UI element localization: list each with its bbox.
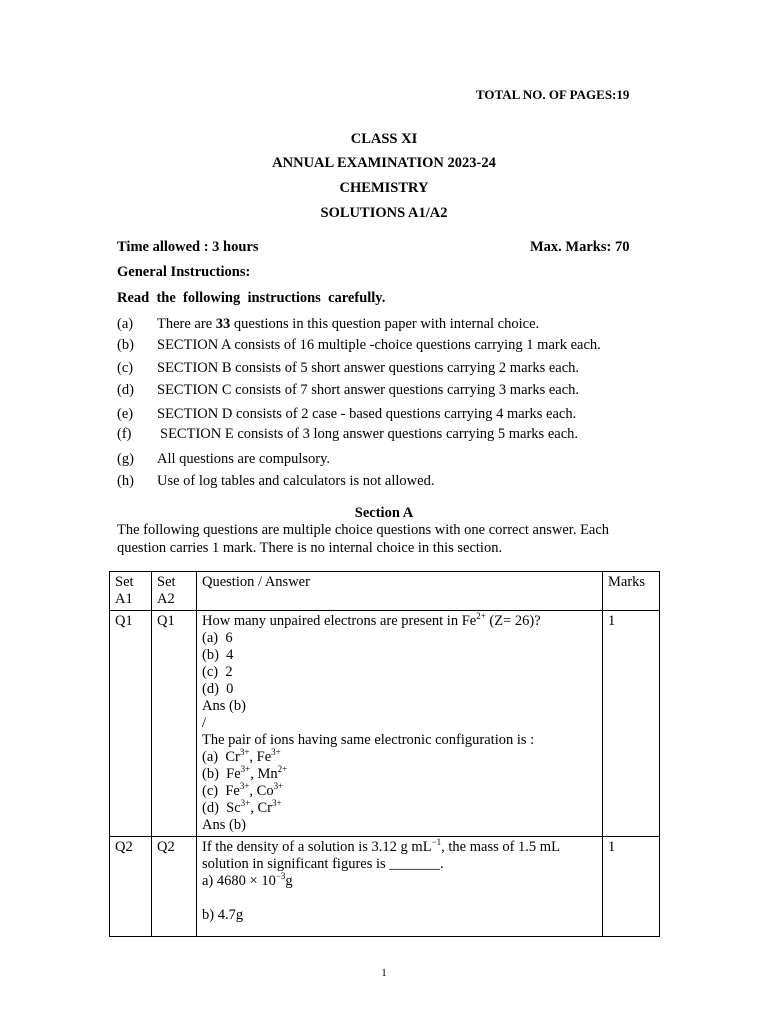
option-label: (c) bbox=[202, 783, 226, 799]
unit-exponent: −1 bbox=[431, 837, 442, 847]
option: (a) 6 bbox=[202, 630, 233, 646]
option: (d) 0 bbox=[202, 681, 234, 697]
header-set-a1: Set A1 bbox=[110, 572, 152, 611]
ion: Fe bbox=[226, 766, 241, 782]
header-set-a2: Set A2 bbox=[152, 572, 197, 611]
question-text-post: (Z= 26)? bbox=[485, 613, 541, 629]
charge-sup: 3+ bbox=[272, 798, 282, 808]
instruction-letter: (b) bbox=[117, 337, 134, 353]
instruction-letter: (e) bbox=[117, 406, 134, 422]
cell-set-a2: Q2 bbox=[152, 837, 197, 937]
instruction-text: SECTION C consists of 7 short answer questions carrying 3 marks each. bbox=[157, 382, 580, 398]
section-a-title: Section A bbox=[354, 505, 414, 521]
max-marks: Max. Marks: 70 bbox=[530, 239, 630, 255]
charge-sup: 3+ bbox=[271, 747, 281, 757]
section-a-intro-line1: The following questions are multiple choice questions with one correct answer. Each bbox=[117, 522, 610, 538]
cell-marks: 1 bbox=[603, 837, 660, 937]
instruction-letter: (f) bbox=[117, 426, 132, 442]
instruction-text bbox=[157, 316, 539, 333]
option: (c) 2 bbox=[202, 664, 233, 680]
option-unit: g bbox=[285, 873, 293, 889]
cell-marks: 1 bbox=[603, 611, 660, 837]
instruction-letter: (a) bbox=[117, 316, 134, 332]
ion-separator: , bbox=[249, 783, 257, 799]
ion: Fe bbox=[225, 783, 240, 799]
cell-question-answer bbox=[197, 837, 603, 937]
instruction-text: SECTION A consists of 16 multiple -choice questions carrying 1 mark each. bbox=[157, 337, 601, 353]
header-marks: Marks bbox=[603, 572, 660, 611]
cell-set-a2: Q1 bbox=[152, 611, 197, 837]
blank-line bbox=[202, 890, 597, 907]
instruction-letter: (h) bbox=[117, 473, 134, 489]
ion-separator: , bbox=[249, 749, 257, 765]
charge-sup: 3+ bbox=[240, 798, 251, 808]
total-pages: TOTAL NO. OF PAGES:19 bbox=[476, 87, 630, 102]
instructions-read: Read the following instructions carefully. bbox=[117, 290, 386, 306]
table-row bbox=[110, 611, 660, 837]
option-label: (d) bbox=[202, 800, 227, 816]
charge-sup: 2+ bbox=[476, 611, 486, 621]
subject-title: CHEMISTRY bbox=[339, 180, 429, 196]
ion: Sc bbox=[226, 800, 241, 816]
answer: Ans (b) bbox=[202, 817, 246, 833]
ion: Cr bbox=[225, 749, 240, 765]
or-separator: / bbox=[202, 715, 207, 731]
table-row bbox=[110, 837, 660, 937]
instruction-text-post: questions in this question paper with internal choice. bbox=[230, 316, 540, 332]
solutions-title: SOLUTIONS A1/A2 bbox=[320, 205, 448, 221]
ion: Fe bbox=[256, 749, 272, 765]
section-a-intro-line2: question carries 1 mark. There is no internal choice in this section. bbox=[117, 540, 503, 556]
page-number: 1 bbox=[381, 967, 387, 979]
instruction-text: SECTION D consists of 2 case - based questions carrying 4 marks each. bbox=[157, 406, 577, 422]
instruction-text: All questions are compulsory. bbox=[157, 451, 331, 467]
instruction-text: Use of log tables and calculators is not allowed. bbox=[157, 473, 435, 489]
question-table bbox=[109, 571, 660, 937]
ion-separator: , bbox=[250, 766, 258, 782]
question-text: The pair of ions having same electronic configuration is : bbox=[202, 732, 535, 748]
header-question-answer: Question / Answer bbox=[197, 572, 603, 611]
ion-separator: , bbox=[250, 800, 258, 816]
answer: Ans (b) bbox=[202, 698, 246, 714]
exam-title: ANNUAL EXAMINATION 2023-24 bbox=[272, 155, 496, 171]
question-text-pre: If the density of a solution is 3.12 g mL bbox=[202, 839, 432, 855]
table-header-row bbox=[110, 572, 660, 611]
option bbox=[202, 800, 597, 817]
question-text-post: , the mass of 1.5 mL bbox=[441, 839, 560, 855]
option: b) 4.7g bbox=[202, 907, 244, 923]
question-text bbox=[202, 613, 597, 630]
charge-sup: 3+ bbox=[273, 781, 284, 791]
option-value: a) 4680 × 10 bbox=[202, 873, 276, 889]
option bbox=[202, 749, 597, 766]
question-text-line2: solution in significant figures is _______. bbox=[202, 856, 444, 872]
option bbox=[202, 873, 597, 890]
instruction-count: 33 bbox=[215, 316, 231, 332]
ion: Co bbox=[256, 783, 274, 799]
charge-sup: 2+ bbox=[277, 764, 288, 774]
instruction-letter: (c) bbox=[117, 360, 134, 376]
option: (b) 4 bbox=[202, 647, 234, 663]
charge-sup: 3+ bbox=[239, 781, 250, 791]
charge-sup: 3+ bbox=[240, 764, 251, 774]
instruction-letter: (d) bbox=[117, 382, 134, 398]
class-title: CLASS XI bbox=[350, 131, 418, 147]
cell-set-a1: Q1 bbox=[110, 611, 152, 837]
instruction-text: SECTION B consists of 5 short answer questions carrying 2 marks each. bbox=[157, 360, 580, 376]
question-text bbox=[202, 839, 597, 856]
cell-question-answer bbox=[197, 611, 603, 837]
option bbox=[202, 783, 597, 800]
instructions-heading: General Instructions: bbox=[117, 264, 251, 280]
option bbox=[202, 766, 597, 783]
ion: Cr bbox=[257, 800, 272, 816]
exponent-sup: −3 bbox=[275, 871, 286, 881]
option-label: (a) bbox=[202, 749, 226, 765]
instruction-text: SECTION E consists of 3 long answer questions carrying 5 marks each. bbox=[160, 426, 579, 442]
ion: Mn bbox=[257, 766, 278, 782]
option-label: (b) bbox=[202, 766, 227, 782]
question-text-pre: How many unpaired electrons are present in Fe bbox=[202, 613, 477, 629]
cell-set-a1: Q2 bbox=[110, 837, 152, 937]
time-allowed: Time allowed : 3 hours bbox=[117, 239, 259, 255]
instruction-text-pre: There are bbox=[157, 316, 216, 332]
instruction-letter: (g) bbox=[117, 451, 134, 467]
charge-sup: 3+ bbox=[239, 747, 250, 757]
